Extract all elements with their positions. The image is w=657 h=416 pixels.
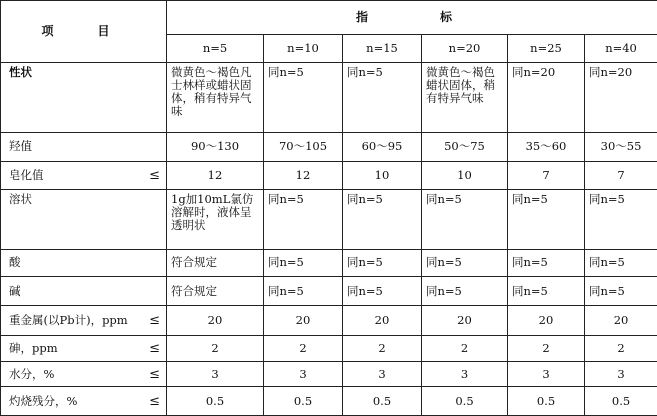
table-cell: 35～60: [508, 132, 585, 161]
le-symbol: ≤: [149, 167, 160, 183]
table-cell: 7: [585, 162, 657, 189]
row-label-ignition-residue: [1, 387, 167, 416]
table-cell: 90～130: [167, 132, 264, 161]
table-cell: 20: [167, 306, 264, 335]
n-col-header: n=40: [585, 34, 657, 62]
table-cell: 同n=5: [422, 276, 508, 305]
table-row: [1, 362, 657, 387]
table-cell: 微黄色～褐色蜡状固体，稍有特异气味: [422, 63, 508, 133]
table-cell: 同n=5: [422, 189, 508, 249]
table-cell: 10: [422, 162, 508, 189]
table-cell: 同n=5: [343, 63, 422, 133]
row-label-heavy-metals: [1, 306, 167, 335]
table-cell: 同n=5: [585, 189, 657, 249]
row-label-appearance: [1, 63, 167, 133]
le-symbol: ≤: [149, 313, 160, 329]
header-row-1: [1, 1, 657, 35]
table-row: [1, 387, 657, 416]
table-cell: 20: [264, 306, 343, 335]
table-cell: 2: [167, 335, 264, 361]
table-cell: 70～105: [264, 132, 343, 161]
table-cell: 30～55: [585, 132, 657, 161]
table-cell: 3: [422, 362, 508, 387]
n-col-header: n=10: [264, 34, 343, 62]
table-row: [1, 162, 657, 189]
table-row: [1, 63, 657, 133]
row-label-acid: [1, 249, 167, 276]
table-cell: 2: [422, 335, 508, 361]
row-label-hydroxyl: [1, 132, 167, 161]
table-cell: 7: [508, 162, 585, 189]
row-label-text: 砷，ppm: [9, 341, 58, 356]
table-cell: 0.5: [343, 387, 422, 416]
table-cell: 同n=5: [508, 276, 585, 305]
table-cell: 同n=5: [264, 276, 343, 305]
table-cell: 0.5: [508, 387, 585, 416]
table-cell: 0.5: [585, 387, 657, 416]
row-label-text: 皂化值: [9, 167, 44, 182]
table-cell: 同n=5: [343, 249, 422, 276]
row-label-saponification: [1, 162, 167, 189]
table-cell: 微黄色～褐色凡士林样或蜡状固体，稍有特异气味: [167, 63, 264, 133]
table-cell: 同n=5: [508, 189, 585, 249]
table-cell: 3: [585, 362, 657, 387]
table-cell: 10: [343, 162, 422, 189]
indicator-header: 指 标: [167, 1, 657, 35]
row-label-text: 溶状: [9, 191, 32, 206]
table-row: [1, 306, 657, 335]
table-cell: 3: [343, 362, 422, 387]
table-cell: 20: [585, 306, 657, 335]
row-label-text: 碱: [9, 283, 21, 298]
row-label-moisture: [1, 362, 167, 387]
table-cell: 同n=5: [343, 189, 422, 249]
table-cell: 0.5: [264, 387, 343, 416]
table-cell: 12: [167, 162, 264, 189]
table-cell: 同n=5: [264, 249, 343, 276]
table-cell: 同n=20: [585, 63, 657, 133]
table-cell: 2: [343, 335, 422, 361]
table-cell: 20: [422, 306, 508, 335]
le-symbol: ≤: [149, 341, 160, 357]
table-row: [1, 132, 657, 161]
table-cell: 2: [585, 335, 657, 361]
le-symbol: ≤: [149, 366, 160, 382]
table-cell: 同n=5: [264, 189, 343, 249]
row-label-arsenic: [1, 335, 167, 361]
table-cell: 同n=5: [508, 249, 585, 276]
table-cell: 同n=5: [585, 276, 657, 305]
table-cell: 60～95: [343, 132, 422, 161]
n-col-header: n=20: [422, 34, 508, 62]
table-row: [1, 189, 657, 249]
table-cell: 3: [167, 362, 264, 387]
table-cell: 符合规定: [167, 249, 264, 276]
n-col-header: n=5: [167, 34, 264, 62]
table-cell: 同n=5: [422, 249, 508, 276]
row-label-text: 性状: [9, 65, 32, 80]
table-cell: 50～75: [422, 132, 508, 161]
table-cell: 20: [343, 306, 422, 335]
item-header: 项 目: [1, 1, 167, 63]
table-row: [1, 276, 657, 305]
row-label-text: 酸: [9, 255, 21, 270]
row-label-text: 灼烧残分，%: [9, 393, 78, 408]
table-cell: 同n=5: [264, 63, 343, 133]
row-label-text: 重金属(以Pb计)，ppm: [9, 313, 128, 328]
table-cell: 同n=5: [343, 276, 422, 305]
table-row: [1, 335, 657, 361]
n-col-header: n=25: [508, 34, 585, 62]
row-label-text: 羟值: [9, 139, 32, 154]
table-cell: 2: [264, 335, 343, 361]
table-cell: 3: [508, 362, 585, 387]
table-cell: 1g加10mL氯仿溶解时，液体呈透明状: [167, 189, 264, 249]
row-label-text: 水分，%: [9, 366, 55, 381]
row-label-alkali: [1, 276, 167, 305]
n-col-header: n=15: [343, 34, 422, 62]
table-cell: 同n=20: [508, 63, 585, 133]
table-cell: 12: [264, 162, 343, 189]
table-cell: 同n=5: [585, 249, 657, 276]
row-label-solubility: [1, 189, 167, 249]
table-cell: 20: [508, 306, 585, 335]
table-cell: 2: [508, 335, 585, 361]
table-cell: 3: [264, 362, 343, 387]
table-cell: 0.5: [167, 387, 264, 416]
table-cell: 0.5: [422, 387, 508, 416]
table-cell: 符合规定: [167, 276, 264, 305]
le-symbol: ≤: [149, 393, 160, 409]
table-row: [1, 249, 657, 276]
